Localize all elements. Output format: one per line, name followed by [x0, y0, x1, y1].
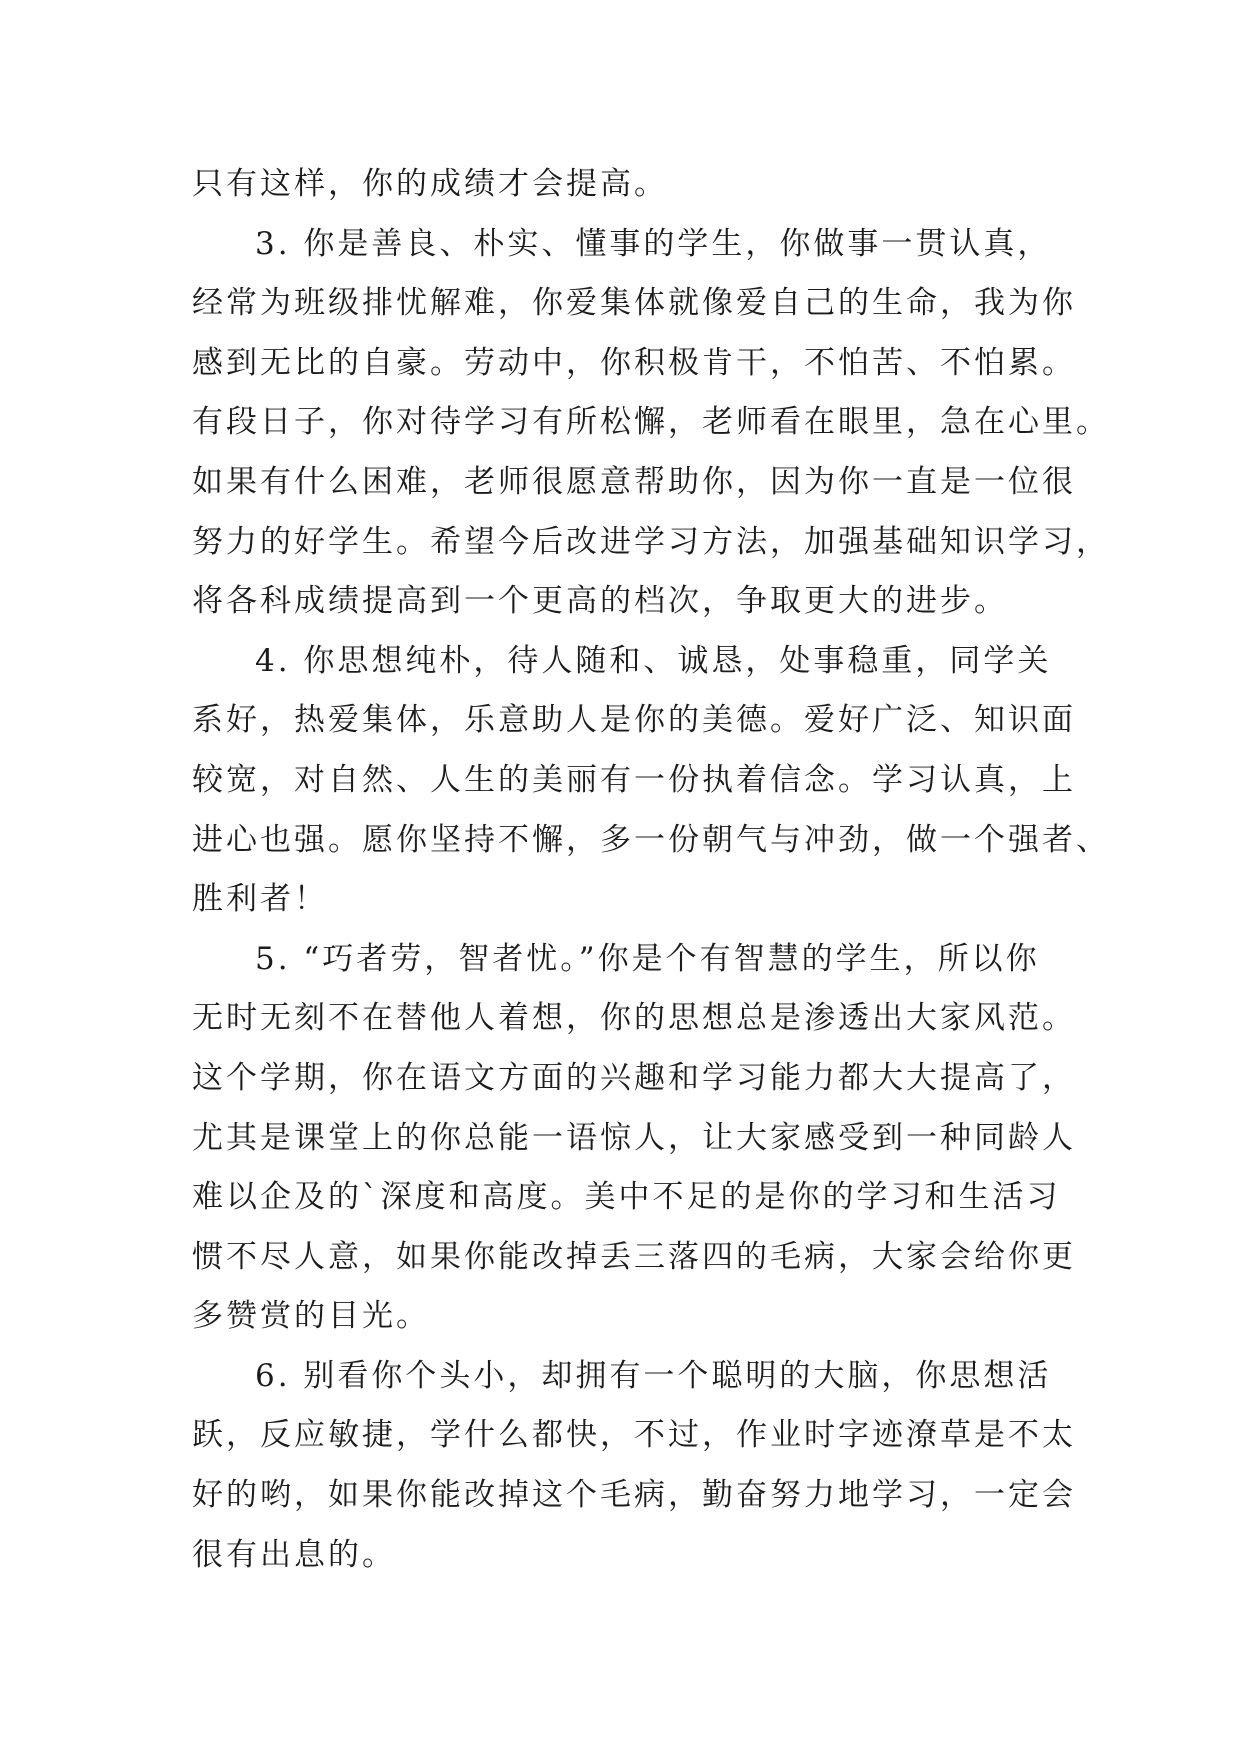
text-line: 感到无比的自豪。劳动中，你积极肯干，不怕苦、不怕累。: [192, 344, 1076, 381]
text-line: 胜利者！: [192, 881, 328, 918]
text-line: 较宽，对自然、人生的美丽有一份执着信念。学习认真，上: [192, 761, 1076, 798]
text-line: 6. 别看你个头小，却拥有一个聪明的大脑，你思想活: [255, 1357, 1052, 1394]
text-line: 好的哟，如果你能改掉这个毛病，勤奋努力地学习，一定会: [192, 1477, 1076, 1514]
text-line: 经常为班级排忧解难，你爱集体就像爱自己的生命，我为你: [192, 285, 1076, 322]
text-line: 跃，反应敏捷，学什么都快，不过，作业时字迹潦草是不太: [192, 1417, 1076, 1454]
text-line: 5. “巧者劳，智者忧。”你是个有智慧的学生，所以你: [255, 940, 1040, 977]
text-line: 很有出息的。: [192, 1536, 396, 1573]
text-line: 进心也强。愿你坚持不懈，多一份朝气与冲劲，做一个强者、: [192, 821, 1110, 858]
text-line: 如果有什么困难，老师很愿意帮助你，因为你一直是一位很: [192, 463, 1076, 500]
text-line: 4. 你思想纯朴，待人随和、诚恳，处事稳重，同学关: [255, 642, 1052, 679]
text-line: 惯不尽人意，如果你能改掉丢三落四的毛病，大家会给你更: [192, 1238, 1076, 1275]
text-line: 系好，热爱集体，乐意助人是你的美德。爱好广泛、知识面: [192, 702, 1076, 739]
text-line: 有段日子，你对待学习有所松懈，老师看在眼里，急在心里。: [192, 404, 1110, 441]
text-line: 将各科成绩提高到一个更高的档次，争取更大的进步。: [192, 583, 1008, 620]
text-line: 只有这样，你的成绩才会提高。: [192, 166, 668, 202]
text-line: 努力的好学生。希望今后改进学习方法，加强基础知识学习，: [192, 523, 1110, 560]
text-line: 无时无刻不在替他人着想，你的思想总是渗透出大家风范。: [192, 1000, 1076, 1037]
text-line: 难以企及的`深度和高度。美中不足的是你的学习和生活习: [192, 1179, 1061, 1216]
text-line: 3. 你是善良、朴实、懂事的学生，你做事一贯认真，: [255, 225, 1052, 262]
text-line: 尤其是课堂上的你总能一语惊人，让大家感受到一种同龄人: [192, 1119, 1076, 1156]
document-body: [192, 155, 1110, 1585]
text-line: 多赞赏的目光。: [192, 1298, 430, 1335]
text-line: 这个学期，你在语文方面的兴趣和学习能力都大大提高了，: [192, 1059, 1076, 1096]
